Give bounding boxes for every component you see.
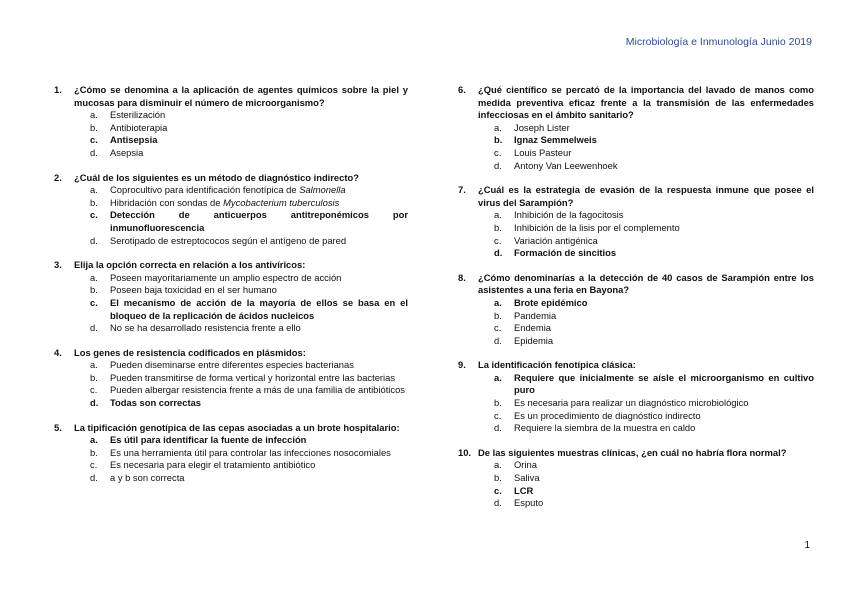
- option-letter: d.: [494, 334, 502, 346]
- option-text-wrap: [110, 147, 408, 160]
- option-text-wrap: [110, 197, 408, 210]
- option-text: Inhibición de la fagocitosis: [514, 209, 624, 221]
- option-text: Pueden transmitirse de forma vertical y horizontal entre las bacterias: [110, 371, 396, 383]
- option-letter: b.: [90, 284, 98, 296]
- question-stem: [54, 84, 408, 109]
- option-text: Es un procedimiento de diagnóstico indirecto: [514, 409, 701, 421]
- answer-option: [494, 397, 814, 410]
- answer-option: [494, 335, 814, 348]
- answer-option-correct: [90, 297, 408, 322]
- option-text-wrap: [514, 222, 814, 235]
- question-number: 5.: [54, 421, 62, 433]
- question: [54, 259, 408, 335]
- option-list: [494, 297, 814, 347]
- option-text-wrap: [110, 397, 408, 410]
- option-text-italic: Salmonella: [299, 184, 346, 196]
- question: [54, 172, 408, 248]
- question: [54, 347, 408, 410]
- option-letter: c.: [90, 384, 98, 396]
- answer-option: [90, 372, 408, 385]
- option-letter: a.: [90, 184, 98, 196]
- option-list: [90, 109, 408, 159]
- answer-option: [90, 197, 408, 210]
- question-number: 2.: [54, 171, 62, 183]
- answer-option: [90, 447, 408, 460]
- option-text: Es necesaria para elegir el tratamiento antibiótico: [110, 459, 316, 471]
- option-text: Antony Van Leewenhoek: [514, 159, 618, 171]
- option-text-wrap: [514, 310, 814, 323]
- document-header: Microbiología e Inmunología Junio 2019: [625, 36, 812, 48]
- question: [458, 84, 814, 172]
- option-list: [494, 122, 814, 172]
- question-stem: [458, 84, 814, 122]
- option-text-wrap: [514, 372, 814, 397]
- answer-option: [90, 472, 408, 485]
- option-letter: a.: [90, 109, 98, 121]
- option-text: Endemia: [514, 322, 552, 334]
- option-text: Poseen mayoritariamente un amplio espectro de acción: [110, 271, 342, 283]
- question-number: 3.: [54, 259, 62, 271]
- option-letter: d.: [90, 472, 98, 484]
- answer-option: [494, 222, 814, 235]
- option-text: Antisepsia: [110, 134, 158, 146]
- option-text: Requiere la siembra de la muestra en caldo: [514, 422, 696, 434]
- answer-option: [494, 310, 814, 323]
- option-text-wrap: [110, 284, 408, 297]
- question: [54, 422, 408, 485]
- option-text-wrap: [110, 459, 408, 472]
- option-text: Poseen baja toxicidad en el ser humano: [110, 284, 277, 296]
- answer-option: [90, 109, 408, 122]
- question-text: Los genes de resistencia codificados en plásmidos:: [74, 346, 306, 358]
- option-text-wrap: [110, 322, 408, 335]
- option-letter: b.: [90, 196, 98, 208]
- option-text: Variación antigénica: [514, 234, 598, 246]
- option-text: Antibioterapia: [110, 121, 168, 133]
- question: [458, 447, 814, 510]
- option-letter: b.: [494, 134, 503, 146]
- option-text-wrap: [110, 272, 408, 285]
- option-text: El mecanismo de acción de la mayoría de ellos se basa en el bloqueo de la replicación de ácidos nucleicos: [110, 296, 408, 321]
- answer-option: [494, 422, 814, 435]
- option-text-wrap: [514, 160, 814, 173]
- answer-option-correct: [90, 434, 408, 447]
- option-text-wrap: [514, 322, 814, 335]
- option-text-wrap: [110, 447, 408, 460]
- answer-option: [90, 184, 408, 197]
- answer-option: [494, 209, 814, 222]
- option-text-italic: Mycobacterium tuberculosis: [223, 196, 340, 208]
- answer-option: [90, 272, 408, 285]
- answer-option-correct: [494, 485, 814, 498]
- question-number: 6.: [458, 84, 466, 95]
- answer-option: [90, 235, 408, 248]
- answer-option: [494, 472, 814, 485]
- question-text: La identificación fenotípica clásica:: [478, 359, 636, 371]
- questions-column-right: [458, 84, 814, 522]
- option-letter: a.: [494, 209, 502, 221]
- answer-option: [494, 322, 814, 335]
- option-letter: a.: [90, 434, 98, 446]
- option-text: Hibridación con sondas de: [110, 196, 224, 208]
- option-list: [90, 184, 408, 247]
- option-letter: c.: [90, 296, 98, 308]
- option-text-wrap: [514, 134, 814, 147]
- option-letter: b.: [90, 371, 98, 383]
- option-text-wrap: [514, 122, 814, 135]
- option-text: Detección de anticuerpos antitreponémicos por inmunofluorescencia: [110, 209, 408, 233]
- option-text: Louis Pasteur: [514, 146, 572, 158]
- option-text: Pueden diseminarse entre diferentes especies bacterianas: [110, 359, 354, 371]
- question-number: 9.: [458, 359, 466, 371]
- option-letter: c.: [90, 134, 98, 146]
- option-text: Esputo: [514, 497, 544, 509]
- option-letter: b.: [494, 472, 502, 484]
- option-letter: b.: [90, 446, 98, 458]
- option-text: Brote epidémico: [514, 296, 588, 308]
- option-text-wrap: [110, 235, 408, 248]
- option-list: [494, 459, 814, 509]
- option-text: Es necesaria para realizar un diagnóstico microbiológico: [514, 397, 749, 409]
- question: [458, 184, 814, 260]
- answer-option: [494, 147, 814, 160]
- answer-option: [494, 122, 814, 135]
- question-stem: [458, 272, 814, 297]
- option-letter: d.: [494, 159, 502, 171]
- option-text: Epidemia: [514, 334, 554, 346]
- option-text: a y b son correcta: [110, 472, 185, 484]
- answer-option: [494, 459, 814, 472]
- answer-option-correct: [494, 247, 814, 260]
- option-text-wrap: [514, 459, 814, 472]
- option-text-wrap: [110, 122, 408, 135]
- option-letter: d.: [90, 322, 98, 334]
- option-text-wrap: [110, 134, 408, 147]
- option-letter: d.: [90, 234, 98, 246]
- option-text-wrap: [514, 209, 814, 222]
- question-text: Elija la opción correcta en relación a los antivíricos:: [74, 259, 306, 271]
- question-stem: [54, 422, 408, 435]
- option-letter: b.: [494, 221, 502, 233]
- answer-option-correct: [494, 134, 814, 147]
- option-text: Orina: [514, 459, 537, 471]
- option-text-wrap: [110, 209, 408, 234]
- question: [458, 272, 814, 348]
- question-number: 7.: [458, 184, 466, 196]
- question-text: ¿Qué científico se percató de la importancia del lavado de manos como medida preventiva eficaz frente a la transmisión de las enfermedades infecciosas en el ámbito sanitario?: [478, 84, 814, 121]
- option-letter: a.: [494, 459, 502, 471]
- option-text: Esterilización: [110, 109, 166, 121]
- question-stem: [458, 359, 814, 372]
- question-text: La tipificación genotípica de las cepas asociadas a un brote hospitalario:: [74, 421, 400, 433]
- answer-option: [494, 160, 814, 173]
- answer-option-correct: [90, 397, 408, 410]
- option-text-wrap: [514, 235, 814, 248]
- option-letter: d.: [90, 146, 98, 158]
- answer-option: [90, 122, 408, 135]
- option-text-wrap: [110, 359, 408, 372]
- option-letter: c.: [494, 322, 502, 334]
- question-stem: [54, 347, 408, 360]
- option-list: [494, 209, 814, 259]
- option-text: Es una herramienta útil para controlar las infecciones nosocomiales: [110, 446, 391, 458]
- option-list: [90, 272, 408, 335]
- option-text: Todas son correctas: [110, 397, 202, 409]
- option-text: Saliva: [514, 472, 540, 484]
- option-text-wrap: [514, 335, 814, 348]
- question: [54, 84, 408, 160]
- option-letter: a.: [494, 121, 502, 133]
- answer-option-correct: [494, 297, 814, 310]
- question: [458, 359, 814, 435]
- option-text-wrap: [110, 184, 408, 197]
- option-letter: c.: [90, 209, 98, 221]
- answer-option: [494, 410, 814, 423]
- questions-column-left: [54, 84, 408, 497]
- option-letter: a.: [90, 359, 98, 371]
- option-letter: d.: [494, 247, 503, 259]
- question-number: 8.: [458, 271, 466, 283]
- option-letter: b.: [90, 121, 98, 133]
- option-text-wrap: [110, 372, 408, 385]
- option-text-wrap: [514, 410, 814, 423]
- question-text: ¿Cómo denominarías a la detección de 40 casos de Sarampión entre los asistentes a una feria en Bayona?: [478, 271, 814, 296]
- option-text-wrap: [110, 109, 408, 122]
- option-text: Es útil para identificar la fuente de infección: [110, 434, 307, 446]
- option-text-wrap: [110, 434, 408, 447]
- question-text: ¿Cuál de los siguientes es un método de diagnóstico indirecto?: [74, 171, 359, 183]
- option-text: LCR: [514, 484, 534, 496]
- option-text-wrap: [110, 297, 408, 322]
- option-text: Ignaz Semmelweis: [514, 134, 597, 146]
- option-letter: b.: [494, 309, 502, 321]
- question-stem: [458, 447, 814, 460]
- question-number: 1.: [54, 84, 62, 95]
- option-letter: c.: [494, 146, 502, 158]
- question-text: ¿Cómo se denomina a la aplicación de agentes químicos sobre la piel y mucosas para disminuir el número de microorganismo?: [74, 84, 408, 108]
- option-letter: c.: [494, 484, 502, 496]
- option-text: Serotipado de estreptococos según el antígeno de pared: [110, 234, 347, 246]
- question-text: De las siguientes muestras clínicas, ¿en cuál no habría flora normal?: [478, 446, 787, 458]
- option-letter: d.: [494, 497, 502, 509]
- option-text: Joseph Lister: [514, 121, 570, 133]
- answer-option-correct: [90, 209, 408, 234]
- option-text-wrap: [514, 497, 814, 510]
- question-stem: [54, 259, 408, 272]
- option-text-wrap: [514, 472, 814, 485]
- option-text-wrap: [514, 247, 814, 260]
- option-text-wrap: [514, 422, 814, 435]
- option-text: Coprocultivo para identificación fenotípica de: [110, 184, 300, 196]
- question-number: 4.: [54, 346, 62, 358]
- question-stem: [458, 184, 814, 209]
- option-text-wrap: [514, 397, 814, 410]
- option-letter: b.: [494, 397, 502, 409]
- option-text: Formación de sincitios: [514, 247, 617, 259]
- option-letter: a.: [494, 371, 502, 383]
- option-text: Pandemia: [514, 309, 557, 321]
- option-letter: d.: [90, 397, 99, 409]
- option-letter: c.: [90, 459, 98, 471]
- answer-option: [90, 322, 408, 335]
- answer-option: [90, 359, 408, 372]
- answer-option: [90, 147, 408, 160]
- option-list: [90, 434, 408, 484]
- answer-option: [90, 284, 408, 297]
- answer-option: [90, 459, 408, 472]
- answer-option: [494, 497, 814, 510]
- option-text-wrap: [514, 485, 814, 498]
- answer-option-correct: [90, 134, 408, 147]
- question-text: ¿Cuál es la estrategia de evasión de la respuesta inmune que posee el virus del Sarampión?: [478, 184, 814, 208]
- answer-option-correct: [494, 372, 814, 397]
- answer-option: [494, 235, 814, 248]
- option-text: No se ha desarrollado resistencia frente a ello: [110, 322, 301, 334]
- option-text-wrap: [514, 297, 814, 310]
- option-text: Pueden albergar resistencia frente a más de una familia de antibióticos: [110, 384, 405, 396]
- option-letter: d.: [494, 422, 502, 434]
- question-stem: [54, 172, 408, 185]
- page-number: 1: [804, 540, 810, 551]
- option-list: [90, 359, 408, 409]
- option-letter: c.: [494, 234, 502, 246]
- option-letter: a.: [90, 271, 98, 283]
- option-text: Requiere que inicialmente se aísle el microorganismo en cultivo puro: [514, 371, 814, 396]
- option-text: Inhibición de la lisis por el complemento: [514, 221, 680, 233]
- option-list: [494, 372, 814, 435]
- option-text-wrap: [110, 472, 408, 485]
- option-letter: c.: [494, 409, 502, 421]
- option-text: Asepsia: [110, 146, 144, 158]
- option-letter: a.: [494, 296, 502, 308]
- question-number: 10.: [458, 446, 472, 458]
- option-text-wrap: [110, 384, 408, 397]
- answer-option: [90, 384, 408, 397]
- option-text-wrap: [514, 147, 814, 160]
